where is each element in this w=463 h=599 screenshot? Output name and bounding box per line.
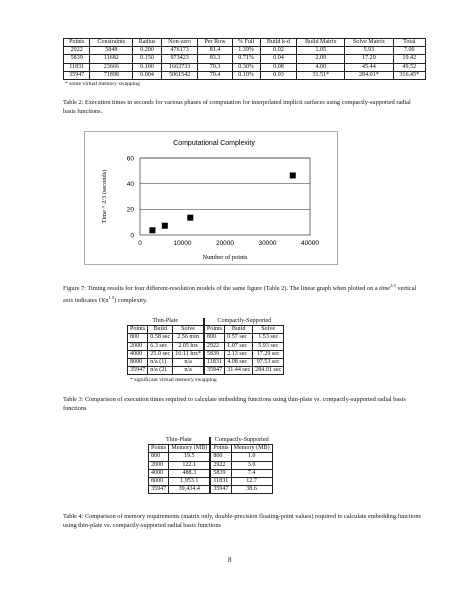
table-cell: 2000 xyxy=(128,342,148,350)
table-cell: 4000 xyxy=(149,469,169,477)
chart-border xyxy=(85,132,338,265)
table-cell: 19.5 xyxy=(169,453,211,461)
table-cell: 2922 xyxy=(204,342,225,350)
table-cell: 11831 xyxy=(64,63,90,71)
y-tick-label: 0 xyxy=(130,232,134,240)
x-tick-label: 20000 xyxy=(215,240,235,247)
table-cell: 7.4 xyxy=(231,469,272,477)
table-cell: 1.0 xyxy=(231,453,272,461)
x-axis-label: Number of points xyxy=(202,254,248,261)
table-cell: 0.200 xyxy=(133,47,162,55)
table-cell: 973423 xyxy=(161,55,198,63)
table-cell: 49.52 xyxy=(393,63,425,71)
table-cell: 316.45* xyxy=(393,71,425,79)
table-cell: 5061542 xyxy=(161,71,198,79)
table-cell: 45.44 xyxy=(345,63,393,71)
col-header: Points xyxy=(64,39,90,47)
x-tick-label: 10000 xyxy=(173,240,192,247)
col-header: Points xyxy=(210,445,231,453)
table-cell: 800 xyxy=(149,453,169,461)
table-cell: n/a xyxy=(173,359,204,367)
table-cell: 0.71% xyxy=(232,55,260,63)
table-row xyxy=(64,55,426,63)
table-cell: 4.08 sec xyxy=(225,359,253,367)
table-cell: 35947 xyxy=(149,486,169,494)
col-header: % Full xyxy=(232,39,260,47)
table-cell: 1.39% xyxy=(232,47,260,55)
table-row xyxy=(128,367,284,375)
data-point xyxy=(290,172,296,178)
table-cell: 5839 xyxy=(210,469,231,477)
col-header: Build Matrix xyxy=(297,39,345,47)
table-cell: 2922 xyxy=(64,47,90,55)
table-body xyxy=(64,47,426,80)
table-cell: 0.04 xyxy=(260,55,297,63)
col-header: Radius xyxy=(133,39,162,47)
thinplate-vs-compact-times-table xyxy=(127,318,284,375)
memory-requirements-table xyxy=(148,437,273,494)
table-cell: 0.150 xyxy=(133,55,162,63)
table-cell: 11831 xyxy=(210,478,231,486)
table-row xyxy=(128,334,284,342)
table-row xyxy=(64,71,426,79)
caption-text: vertical axis indicates xyxy=(63,285,417,305)
caption-text: Figure 7: Timing results for four different-resolution models of the same figure (Table 2). The linear graph when plotted on a xyxy=(63,285,378,293)
table-cell: 1.53 sec xyxy=(253,334,284,342)
table-cell: 800 xyxy=(128,334,148,342)
table-row xyxy=(64,47,426,55)
table-cell: 8000 xyxy=(128,359,148,367)
table-cell: 0.57 sec xyxy=(225,334,253,342)
table-cell: n/a xyxy=(173,367,204,375)
col-header: Build xyxy=(148,326,173,334)
col-header: Points xyxy=(149,445,169,453)
col-header: Points xyxy=(204,326,225,334)
table-cell: 35947 xyxy=(204,367,225,375)
y-tick-label: 20 xyxy=(126,206,134,214)
table4-caption: Table 4: Comparison of memory requirements (matrix only, double-precision floating-point values) required to calculate embedding functions using thin-plate vs. compactly-supported radial basis functions xyxy=(63,513,421,529)
table-cell: 284.01 sec xyxy=(253,367,284,375)
caption-exp: 2/3 xyxy=(390,283,396,288)
table-cell: 23666 xyxy=(90,63,133,71)
x-tick-label: 0 xyxy=(138,240,142,247)
table-cell: 0.10% xyxy=(232,71,260,79)
table-cell: 122.1 xyxy=(169,461,211,469)
table-cell: 11682 xyxy=(90,55,133,63)
group-header: Compactly-Supported xyxy=(204,318,284,326)
table-cell: 17.29 xyxy=(345,55,393,63)
table-row xyxy=(128,342,284,350)
table-cell: 2.05 hrs xyxy=(173,342,204,350)
group-header: Compactly-Supported xyxy=(210,437,272,445)
x-tick-label: 40000 xyxy=(300,240,320,247)
table-cell: 2.09 xyxy=(297,55,345,63)
data-point xyxy=(149,227,155,233)
table-cell: 0.08 xyxy=(260,63,297,71)
table-row xyxy=(128,359,284,367)
col-header: Non-zero xyxy=(161,39,198,47)
figure7-caption xyxy=(63,281,423,305)
table-cell: 19.42 xyxy=(393,55,425,63)
y-axis-label: Time ^ 2/3 (seconds) xyxy=(101,169,108,224)
table-cell: 81.4 xyxy=(198,47,232,55)
table-cell: 70.3 xyxy=(198,63,232,71)
table-cell: 800 xyxy=(210,453,231,461)
table-body xyxy=(128,334,284,375)
chart-svg xyxy=(84,131,338,265)
col-header: Solve xyxy=(173,326,204,334)
complexity-chart xyxy=(84,131,338,265)
table-cell: 5.93 sec xyxy=(253,342,284,350)
y-tick-label: 60 xyxy=(126,155,134,163)
y-tick-label: 40 xyxy=(126,180,134,188)
table-header-row xyxy=(149,445,273,453)
table-body xyxy=(149,453,273,494)
table-cell: 1.07 sec xyxy=(225,342,253,350)
table-cell: 1663733 xyxy=(161,63,198,71)
col-header: Per Row xyxy=(198,39,232,47)
group-header: Thin-Plate xyxy=(128,318,204,326)
table-cell: n/a (2) xyxy=(148,367,173,375)
table-cell: 35947 xyxy=(210,486,231,494)
table-row xyxy=(149,486,273,494)
table-cell: 31.44 sec xyxy=(225,367,253,375)
col-header: Memory (MB) xyxy=(169,445,211,453)
page-number: 8 xyxy=(228,556,232,564)
table-cell: 38.6 xyxy=(231,486,272,494)
table-cell: 2.13 sec xyxy=(225,350,253,358)
table-cell: 0.58 sec xyxy=(148,334,173,342)
table-cell: 25.0 sec xyxy=(148,350,173,358)
table-cell: 2.56 min xyxy=(173,334,204,342)
table-row xyxy=(149,469,273,477)
table-cell: 0.100 xyxy=(133,63,162,71)
table-cell: 11831 xyxy=(204,359,225,367)
col-header: Build xyxy=(225,326,253,334)
table-cell: 476173 xyxy=(161,47,198,55)
table-group-row xyxy=(128,318,284,326)
data-point xyxy=(162,223,168,229)
table-cell: 16:11 hrs* xyxy=(173,350,204,358)
table-cell: 17.29 sec xyxy=(253,350,284,358)
execution-times-table xyxy=(63,38,426,80)
table-row xyxy=(149,461,273,469)
table-cell: 7.00 xyxy=(393,47,425,55)
table-header-row xyxy=(128,326,284,334)
col-header: Total xyxy=(393,39,425,47)
col-header: Solve xyxy=(253,326,284,334)
table-footnote: * some virtual memory swapping xyxy=(65,81,140,87)
table-cell: 1.05 xyxy=(297,47,345,55)
table-cell: 8000 xyxy=(149,478,169,486)
table-cell: 488.3 xyxy=(169,469,211,477)
table-header-row xyxy=(64,39,426,47)
table3-caption: Table 3: Comparison of execution times required to calculate embedding functions using thin-plate vs. compactly-supported radial basis functions xyxy=(63,396,406,412)
table-row xyxy=(149,478,273,486)
table-cell: 5848 xyxy=(90,47,133,55)
table-cell: 39,434.4 xyxy=(169,486,211,494)
table-cell: 97.53 sec xyxy=(253,359,284,367)
col-header: Points xyxy=(128,326,148,334)
col-header: Solve Matrix xyxy=(345,39,393,47)
table-cell: 71898 xyxy=(90,71,133,79)
col-header: Constraints xyxy=(90,39,133,47)
table-footnote: * significant virtual memory swapping xyxy=(130,377,217,383)
caption-complexity: O(n xyxy=(98,297,109,305)
table-cell: 2000 xyxy=(149,461,169,469)
group-header: Thin-Plate xyxy=(149,437,211,445)
table-cell: 6.3 sec xyxy=(148,342,173,350)
col-header: Memory (MB) xyxy=(231,445,272,453)
table-cell: 5839 xyxy=(64,55,90,63)
table-cell: 1,953.1 xyxy=(169,478,211,486)
data-point xyxy=(187,215,193,221)
table-cell: 800 xyxy=(204,334,225,342)
table-cell: 70.4 xyxy=(198,71,232,79)
table-cell: 3.6 xyxy=(231,461,272,469)
table-cell: 4.00 xyxy=(297,63,345,71)
table-cell: 4000 xyxy=(128,350,148,358)
table-cell: 12.7 xyxy=(231,478,272,486)
col-header: Build k-d xyxy=(260,39,297,47)
chart-title: Computational Complexity xyxy=(173,140,255,147)
table-cell: 35947 xyxy=(64,71,90,79)
table2-caption: Table 2: Execution times in seconds for various phases of computation for interpolated implicit surfaces using compactly-supported radial basis functions. xyxy=(63,99,411,115)
table-cell: 35947 xyxy=(128,367,148,375)
table-group-row xyxy=(149,437,273,445)
table-cell: 83.3 xyxy=(198,55,232,63)
table-cell: 0.004 xyxy=(133,71,162,79)
table-cell: 5.93 xyxy=(345,47,393,55)
table-row xyxy=(149,453,273,461)
table-cell: 31.51* xyxy=(297,71,345,79)
table-cell: 2922 xyxy=(210,461,231,469)
table-cell: 5839 xyxy=(204,350,225,358)
x-tick-label: 30000 xyxy=(258,240,277,247)
caption-text: ) complexity. xyxy=(114,297,148,305)
table-cell: n/a (1) xyxy=(148,359,173,367)
caption-exp: 1.5 xyxy=(108,295,115,301)
caption-time: time xyxy=(379,285,391,293)
table-cell: 0.30% xyxy=(232,63,260,71)
table-cell: 0.93 xyxy=(260,71,297,79)
table-row xyxy=(128,350,284,358)
table-row xyxy=(64,63,426,71)
table-cell: 284.01* xyxy=(345,71,393,79)
table-cell: 0.02 xyxy=(260,47,297,55)
